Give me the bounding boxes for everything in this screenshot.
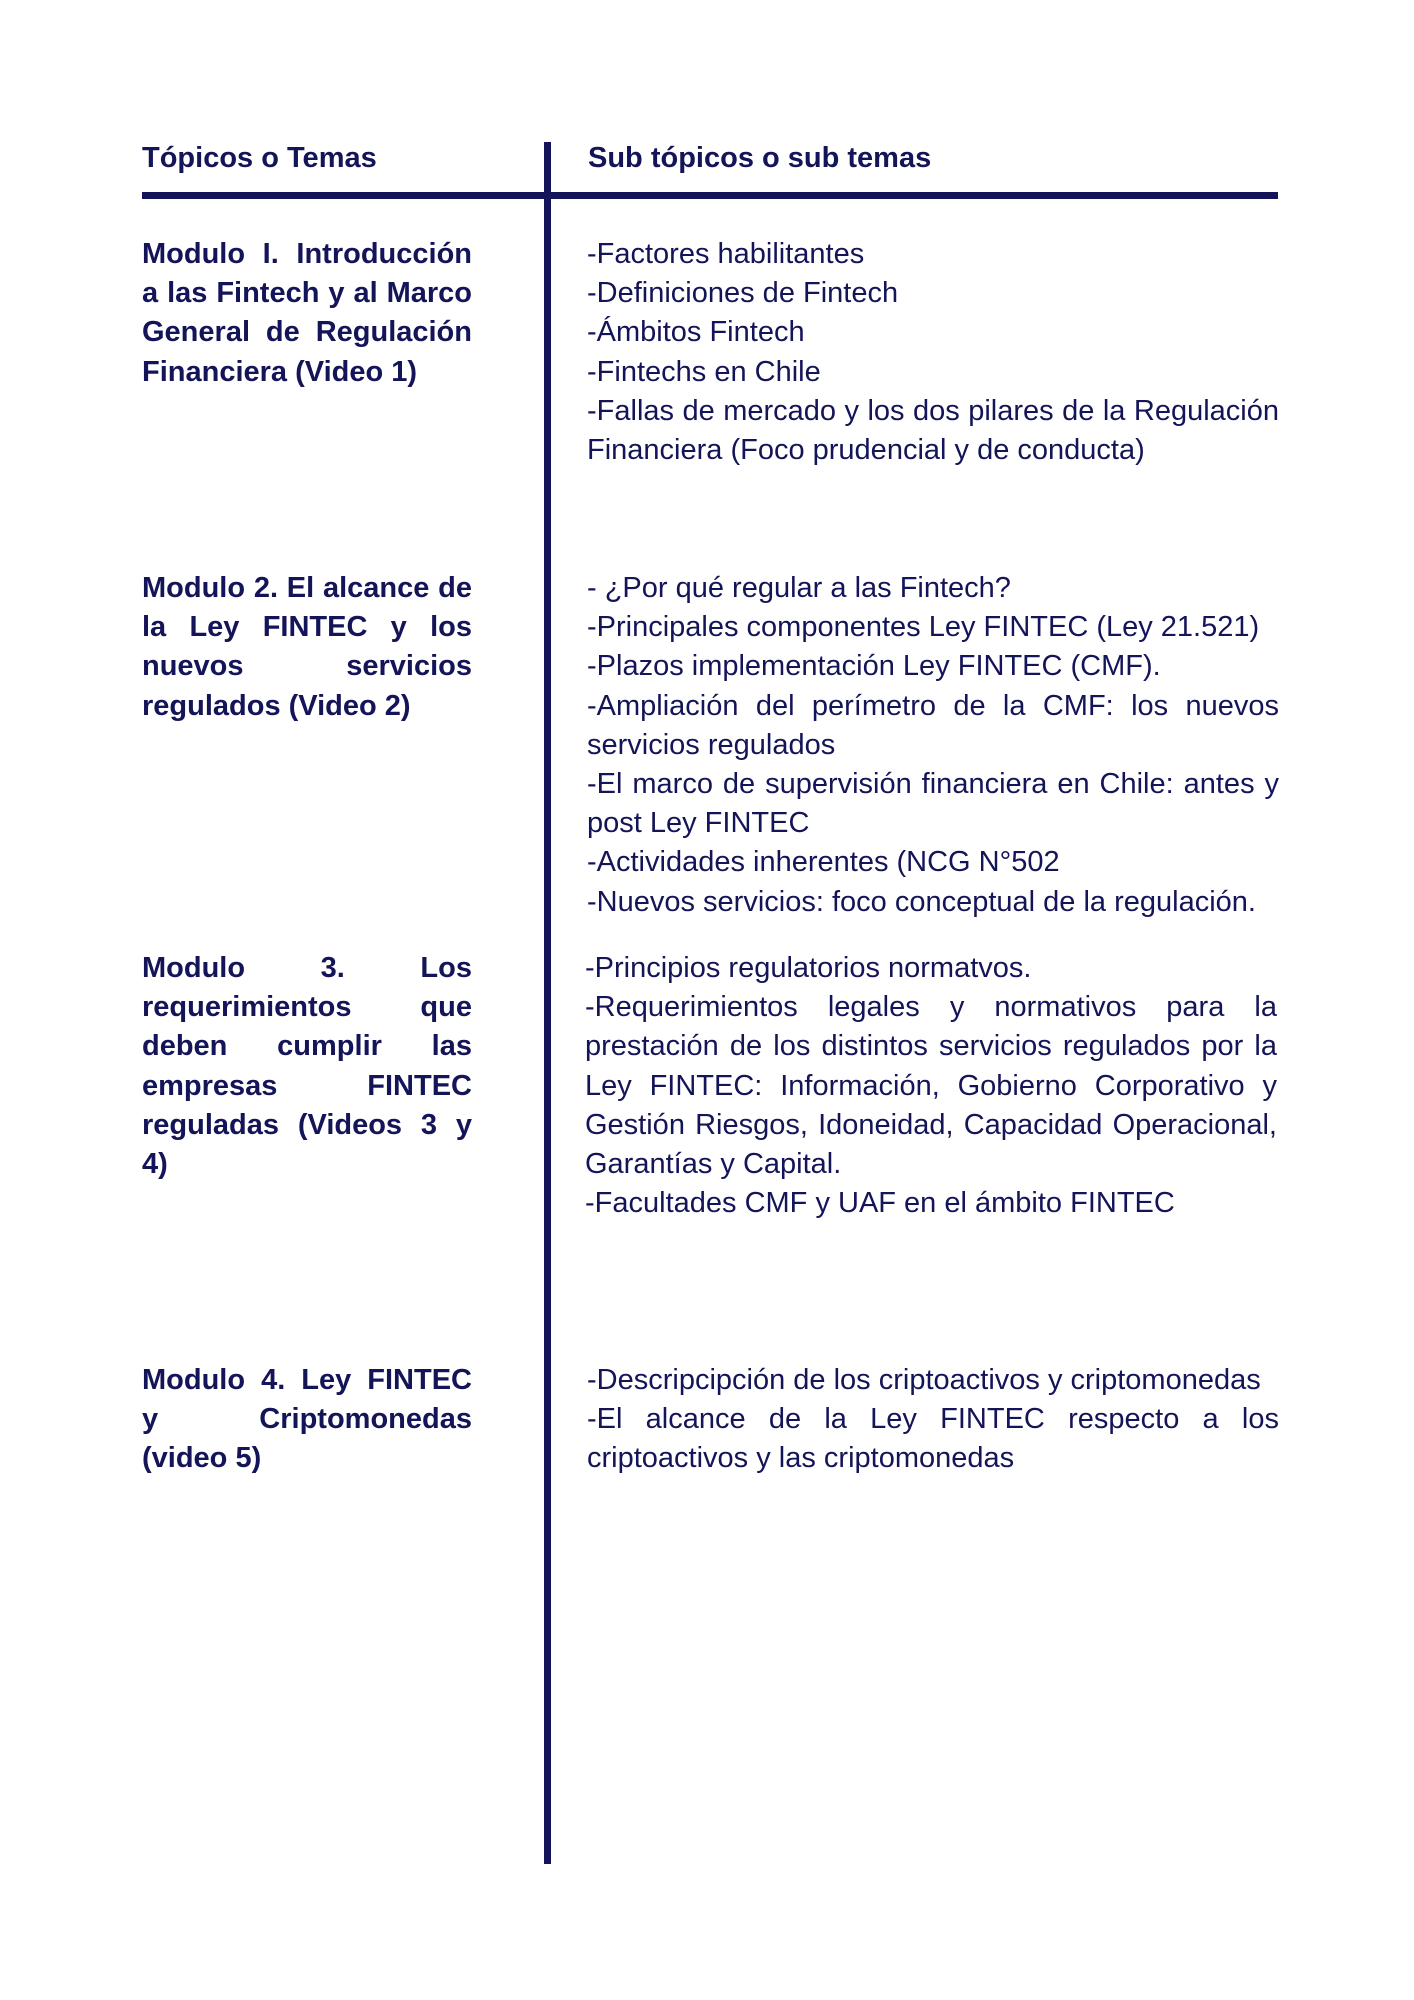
subtopic-item: -El marco de supervisión financiera en Chile: antes y post Ley FINTEC bbox=[587, 768, 1279, 840]
subtopic-item: -Ampliación del perímetro de la CMF: los nuevos servicios regulados bbox=[587, 689, 1279, 761]
subtopic-item: -Principales componentes Ley FINTEC (Ley 21.521) bbox=[587, 611, 1260, 644]
subtopic-item: -Definiciones de Fintech bbox=[587, 277, 899, 310]
module-4-title: Modulo 4. Ley FINTEC y Criptomonedas (video 5) bbox=[142, 1364, 472, 1475]
subtopic-item: -Principios regulatorios normatvos. bbox=[585, 952, 1032, 984]
module-3-subtopics bbox=[585, 949, 1277, 1223]
subtopic-item: -Requerimientos legales y normativos para la prestación de los distintos servicios regulados por la Ley FINTEC: Información, Gobierno Corporativo y Gestión Riesgos, Idoneidad, Capacidad Operacional, Garantías y Capital. bbox=[585, 991, 1277, 1181]
subtopic-item: -Ámbitos Fintech bbox=[587, 316, 805, 349]
subtopic-item: -Actividades inherentes (NCG N°502 bbox=[587, 846, 1060, 879]
module-2-subtopics bbox=[587, 569, 1279, 922]
module-3-title: Modulo 3. Los requerimientos que deben cumplir las empresas FINTEC reguladas (Videos 3 y 4) bbox=[142, 952, 472, 1181]
subtopic-item: -Factores habilitantes bbox=[587, 238, 865, 270]
subtopic-item: -Descripcipción de los criptoactivos y criptomonedas bbox=[587, 1364, 1261, 1396]
header-divider bbox=[142, 192, 1278, 199]
column-divider bbox=[544, 142, 551, 1864]
column-header-topics: Tópicos o Temas bbox=[142, 142, 377, 174]
subtopic-item: -Fintechs en Chile bbox=[587, 355, 821, 388]
subtopic-item: -El alcance de la Ley FINTEC respecto a los criptoactivos y las criptomonedas bbox=[587, 1403, 1279, 1475]
module-4-subtopics bbox=[587, 1361, 1279, 1479]
column-header-subtopics: Sub tópicos o sub temas bbox=[588, 142, 932, 174]
subtopic-item: -Facultades CMF y UAF en el ámbito FINTEC bbox=[585, 1187, 1175, 1220]
subtopic-item: -Plazos implementación Ley FINTEC (CMF). bbox=[587, 650, 1161, 683]
module-1-subtopics bbox=[587, 235, 1279, 470]
module-1-title: Modulo I. Introducción a las Fintech y al Marco General de Regulación Financiera (Video 1) bbox=[142, 238, 472, 388]
subtopic-item: -Fallas de mercado y los dos pilares de la Regulación Financiera (Foco prudencial y de conducta) bbox=[587, 394, 1279, 467]
subtopic-item: -Nuevos servicios: foco conceptual de la regulación. bbox=[587, 885, 1256, 918]
module-2-title: Modulo 2. El alcance de la Ley FINTEC y los nuevos servicios regulados (Video 2) bbox=[142, 572, 472, 722]
subtopic-item: - ¿Por qué regular a las Fintech? bbox=[587, 572, 1011, 604]
